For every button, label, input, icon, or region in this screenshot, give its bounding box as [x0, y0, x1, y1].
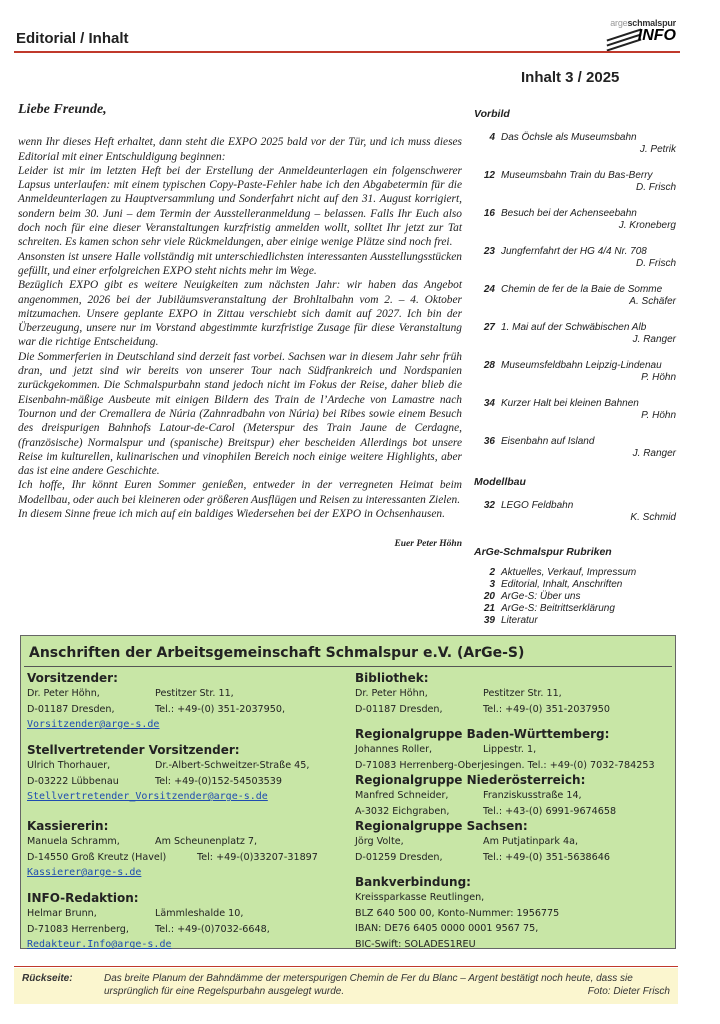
toc-section-modellbau: Modellbau: [474, 476, 526, 488]
toc-entry[interactable]: 27 1. Mai auf der Schwäbischen Alb J. Ranger: [483, 322, 676, 345]
toc-entry[interactable]: 32 LEGO Feldbahn K. Schmid: [483, 500, 676, 523]
toc-entry[interactable]: 12 Museumsbahn Train du Bas-Berry D. Frisch: [483, 170, 676, 193]
address-vorsitzender: Vorsitzender: Dr. Peter Höhn, Pestitzer Str. 11, D-01187 Dresden, Tel.: +49-(0) 351-2037950, Vorsitzender@arge-s.de: [27, 671, 286, 730]
back-cover-caption: [14, 968, 678, 1004]
address-regionalgruppe-sachsen: Regionalgruppe Sachsen: Jörg Volte, Am Putjatinpark 4a, D-01259 Dresden, Tel.: +49-(0) 351-5638646: [355, 819, 610, 863]
toc-entry[interactable]: 24 Chemin de fer de la Baie de Somme A. Schäfer: [483, 284, 676, 307]
back-cover-label: Rückseite:: [22, 973, 73, 984]
toc-entry[interactable]: 28 Museumsfeldbahn Leipzig-Lindenau P. Höhn: [483, 360, 676, 383]
address-redaktion: INFO-Redaktion: Helmar Brunn, Lämmleshalde 10, D-71083 Herrenberg, Tel.: +49-(0)7032-6648, Redakteur.Info@arge-s.de: [27, 891, 270, 950]
addresses-box: [20, 635, 676, 949]
editorial-paragraph: wenn Ihr dieses Heft erhaltet, dann steht die EXPO 2025 bald vor der Tür, und ich muss dieses Editorial mit einer Entschuldigung beginnen:: [18, 136, 462, 163]
toc-entry[interactable]: 36 Eisenbahn auf Island J. Ranger: [483, 436, 676, 459]
address-regionalgruppe-noe: Regionalgruppe Niederösterreich: Manfred Schneider, Franziskusstraße 14, A-3032 Eichgraben, Tel.: +43-(0) 6991-9674658: [355, 773, 617, 817]
email-link[interactable]: Redakteur.Info@arge-s.de: [27, 939, 172, 950]
editorial-greeting: Liebe Freunde,: [18, 102, 107, 117]
addresses-title: Anschriften der Arbeitsgemeinschaft Schmalspur e.V. (ArGe-S): [29, 645, 525, 661]
email-link[interactable]: Kassierer@arge-s.de: [27, 867, 142, 878]
editorial-signature: Euer Peter Höhn: [394, 539, 462, 550]
header-divider: [14, 51, 680, 53]
editorial-paragraph: Leider ist mir im letzten Heft bei der Erstellung der Anmeldeunterlagen ein folgenschwerer Lapsus unterlaufen: mit einem typischen Copy-Paste-Fehler habe ich den Abgabetermin für die Anmeldeunterlagen zu Hauptversammlung und Sonderfahrt nicht auf den 31. August korrigiert, sondern beim 30. Juni – dem Termin der Ausstelleranmeldung – belassen. Falls Ihr Euch also doch noch für eine dieser Veranstaltungen kurzfristig anmelden wollt, solltet Ihr jetzt zur Tat schreiten. Es kamen schon sehr viele Rückmeldungen, aber einige wenige Plätze sind noch frei.: [18, 164, 462, 249]
addresses-divider: [24, 666, 672, 667]
toc-rubrik[interactable]: 39 Literatur: [483, 615, 538, 626]
toc-section-vorbild: Vorbild: [474, 108, 510, 120]
back-cover-text: Das breite Planum der Bahndämme der meterspurigen Chemin de Fer du Blanc – Argent bestätigt noch heute, dass sie ursprünglich für eine Regelspurbahn ausgelegt wurde.: [104, 973, 633, 997]
toc-entry[interactable]: 4 Das Öchsle als Museumsbahn J. Petrik: [489, 132, 676, 155]
inhalt-title: Inhalt 3 / 2025: [521, 69, 620, 86]
editorial-paragraph: Ansonsten ist unsere Halle vollständig mit unterschiedlichsten interessanten Ausstellungsstücken gefüllt, und einer erfolgreichen EXPO steht nichts mehr im Wege.: [18, 250, 462, 277]
editorial-paragraph: In diesem Sinne freue ich mich auf ein baldiges Wiedersehen bei der EXPO in Ochsenhausen.: [18, 508, 445, 521]
address-stellvertreter: Stellvertretender Vorsitzender: Ulrich Thorhauer, Dr.-Albert-Schweitzer-Straße 45, D-03222 Lübbenau Tel: +49-(0)152-54503539 Stellvertretender_Vorsitzender@arge-s.de: [27, 743, 310, 802]
toc-entry[interactable]: 23 Jungfernfahrt der HG 4/4 Nr. 708 D. Frisch: [483, 246, 676, 269]
email-link[interactable]: Stellvertretender_Vorsitzender@arge-s.de: [27, 791, 268, 802]
address-regionalgruppe-bw: Regionalgruppe Baden-Württemberg: Johannes Roller, Lippestr. 1, D-71083 Herrenberg-Oberjesingen. Tel.: +49-(0) 7032-784253: [355, 727, 655, 771]
toc-rubrik[interactable]: 20 ArGe-S: Über uns: [483, 591, 581, 602]
toc-entry[interactable]: 16 Besuch bei der Achenseebahn J. Kroneberg: [483, 208, 676, 231]
photo-credit: Foto: Dieter Frisch: [587, 986, 670, 997]
toc-entry[interactable]: 34 Kurzer Halt bei kleinen Bahnen P. Höhn: [483, 398, 676, 421]
editorial-paragraph: Die Sommerferien in Deutschland sind derzeit fast vorbei. Sachsen war in diesem Jahr sehr früh dran, und jetzt sind wir bereits von unserer Tour nach Südfrankreich und Nordspanien zurückgekommen. Die Schmalspurbahn stand jedoch nicht im Fokus der Reise, daher blieb die Eisenbahn-mäßige Ausbeute mit einigen Bildern des Train de l’Ardeche von Lamastre nach Tournon und der Cremallera de Núria (Zahnradbahn von Núria) bei Ribes sowie einem Besuch des dreispurigen Bahnhofs Latour-de-Carol (Meterspur des Train Jaune de Cerdagne, (französische) Normalspur und (spanische) Breitspur) eher bescheiden Allerdings bot unsere Reise im kulturellen, kulinarischen und vinophilen Bereich noch einige weitere Highlights, aber das ist eine andere Geschichte.: [18, 350, 462, 478]
table-of-contents: [474, 108, 676, 627]
bank-details: Bankverbindung: Kreissparkasse Reutlingen, BLZ 640 500 00, Konto-Nummer: 1956775 IBAN: DE76 6405 0000 0001 9567 75, BIC-Swift: SOLADES1REU: [355, 875, 560, 950]
address-bibliothek: Bibliothek: Dr. Peter Höhn, Pestitzer Str. 11, D-01187 Dresden, Tel.: +49-(0) 351-2037950: [355, 671, 610, 715]
toc-rubrik[interactable]: 21 ArGe-S: Beitrittserklärung: [483, 603, 615, 614]
editorial-paragraph: Bezüglich EXPO gibt es weitere Neuigkeiten zum nächsten Jahr: wir haben das Angebot angenommen, 2026 bei der Jubiläumsveranstaltung der Brohltalbahn vom 2. – 4. Oktober mitzumachen. Unsere geplante EXPO in Zittau verschiebt sich damit auf 2027. Ich bin der Überzeugung, unsere nur im Vorstand abgestimmte kurzfristige Zusage für diese Veranstaltung war die richtige Entscheidung.: [18, 279, 462, 349]
editorial-paragraph: Ich hoffe, Ihr könnt Euren Sommer genießen, entweder in der verregneten Heimat beim Modellbau, oder auch bei kleineren oder größeren Ausflügen und Reisen zu interessanten Zielen.: [18, 479, 462, 506]
email-link[interactable]: Vorsitzender@arge-s.de: [27, 719, 160, 730]
page-header-title: Editorial / Inhalt: [16, 30, 129, 47]
editorial-text: [18, 103, 462, 552]
toc-rubrik[interactable]: 3 Editorial, Inhalt, Anschriften: [489, 579, 623, 590]
rails-logo-icon: [606, 30, 642, 48]
back-divider: [14, 966, 678, 967]
address-kassiererin: Kassiererin: Manuela Schramm, Am Scheunenplatz 7, D-14550 Groß Kreutz (Havel) Tel: +49-(0)33207-31897 Kassierer@arge-s.de: [27, 819, 318, 878]
toc-rubrik[interactable]: 2 Aktuelles, Verkauf, Impressum: [489, 567, 637, 578]
toc-section-rubriken: ArGe-Schmalspur Rubriken: [474, 546, 612, 558]
schmalspur-info-logo: argeschmalspur INFO: [604, 18, 676, 48]
